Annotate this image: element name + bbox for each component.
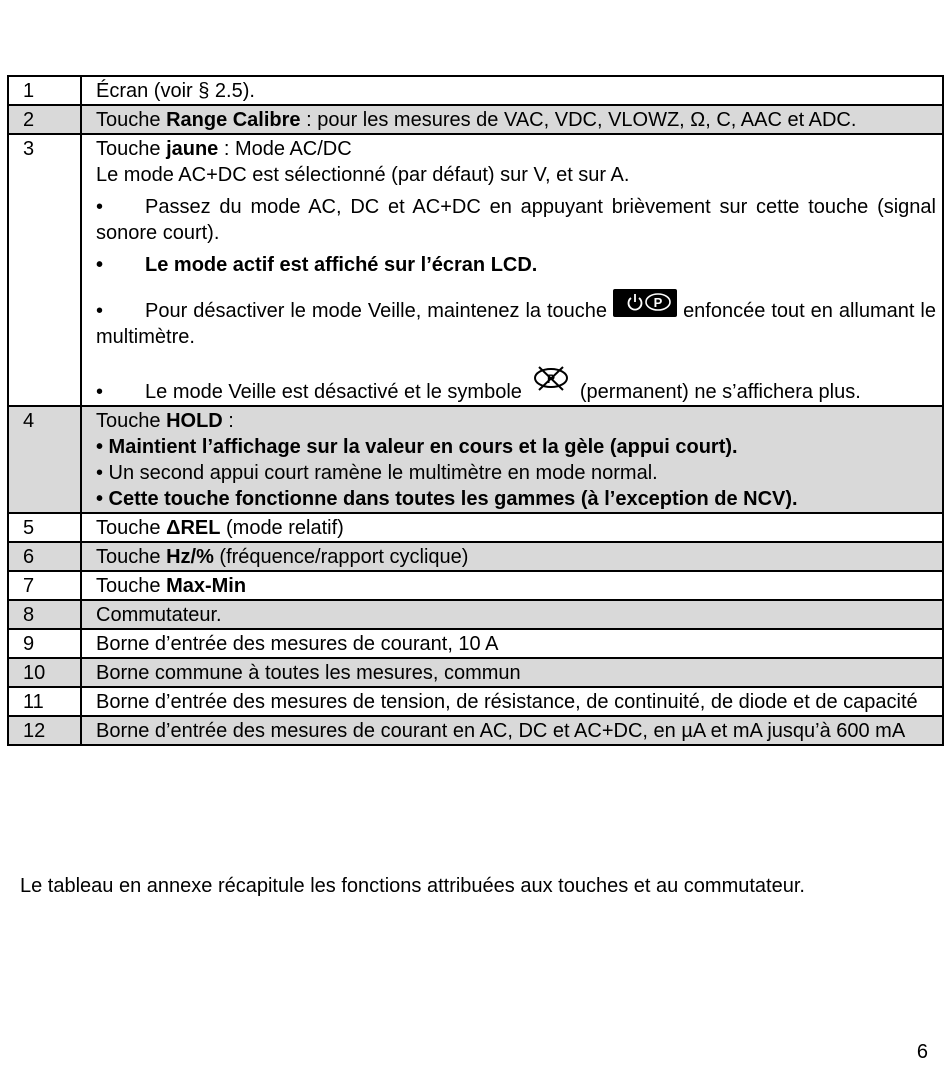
row-description: Touche ΔREL (mode relatif): [81, 513, 943, 542]
bullet-item: • Passez du mode AC, DC et AC+DC en appuyant brièvement sur cette touche (signal sonore court).: [96, 196, 936, 244]
row-description: Borne d’entrée des mesures de tension, de résistance, de continuité, de diode et de capacité: [81, 687, 943, 716]
row-description: Touche Range Calibre : pour les mesures de VAC, VDC, VLOWZ, Ω, C, AAC et ADC.: [81, 105, 943, 134]
row-description: Commutateur.: [81, 600, 943, 629]
row-description: Borne d’entrée des mesures de courant en AC, DC et AC+DC, en µA et mA jusqu’à 600 mA: [81, 716, 943, 745]
key-name: ΔREL: [166, 517, 221, 539]
table-row: [8, 658, 943, 687]
page-number: 6: [916, 1041, 928, 1063]
row-description: Borne commune à toutes les mesures, commun: [81, 658, 943, 687]
row-number: 1: [8, 76, 81, 105]
bullet-item: • Pour désactiver le mode Veille, maintenez la touche P enfoncée tout en allumant le multimètre.: [96, 292, 936, 350]
row-number: 3: [8, 134, 81, 406]
row-number: 7: [8, 571, 81, 600]
description-table: [7, 75, 944, 746]
auto-off-crossed-icon: [530, 364, 572, 394]
key-name: Hz/%: [166, 546, 214, 568]
table-row: [8, 571, 943, 600]
key-name: Max-Min: [166, 575, 247, 597]
table-row: [8, 716, 943, 745]
bullet-item: • Le mode actif est affiché sur l’écran LCD.: [96, 254, 538, 276]
svg-text:P: P: [653, 295, 663, 310]
table-row: [8, 105, 943, 134]
table-row: [8, 600, 943, 629]
row-number: 11: [8, 687, 81, 716]
table-row: [8, 542, 943, 571]
row-number: 8: [8, 600, 81, 629]
key-name: HOLD: [166, 410, 223, 432]
row-number: 12: [8, 716, 81, 745]
table-row: [8, 406, 943, 513]
row-description: Borne d’entrée des mesures de courant, 10 A: [81, 629, 943, 658]
power-standby-key-icon: [613, 289, 677, 317]
row-description: Touche HOLD : • Maintient l’affichage sur la valeur en cours et la gèle (appui court). • Un second appui court ramène le multimètre en mode normal. • Cette touche fonctionne dans toutes les gammes (à l’exception de NCV).: [81, 406, 943, 513]
row-number: 5: [8, 513, 81, 542]
bullet-item: • Le mode Veille est désactivé et le symbole P (permanent) ne s’affichera plus.: [96, 364, 936, 405]
table-row: [8, 687, 943, 716]
summary-paragraph: Le tableau en annexe récapitule les fonctions attribuées aux touches et au commutateur.: [20, 875, 805, 897]
table-row: [8, 134, 943, 406]
row-description: Écran (voir § 2.5).: [81, 76, 943, 105]
row-number: 9: [8, 629, 81, 658]
row-number: 6: [8, 542, 81, 571]
row-description: Touche Hz/% (fréquence/rapport cyclique): [81, 542, 943, 571]
key-name: jaune: [166, 138, 219, 160]
row-number: 2: [8, 105, 81, 134]
table-row: [8, 513, 943, 542]
row-description: Touche Max-Min: [81, 571, 943, 600]
table-row: [8, 629, 943, 658]
row-description: Touche jaune : Mode AC/DC Le mode AC+DC est sélectionné (par défaut) sur V, et sur A. • Passez du mode AC, DC et AC+DC en appuyant brièvement sur cette touche (signal sonore court). • Le mode actif est affiché sur l’écran LCD. • Pour désactiver le mode Veille, maintenez la touche P enfoncée tout en allumant le multimètre. • Le mode Veille est désactivé et le symbole P (permanent) ne s’affichera plus.: [81, 134, 943, 406]
table-row: [8, 76, 943, 105]
row-number: 10: [8, 658, 81, 687]
svg-text:P: P: [546, 372, 555, 386]
key-name: Range Calibre: [166, 109, 301, 131]
row-number: 4: [8, 406, 81, 513]
